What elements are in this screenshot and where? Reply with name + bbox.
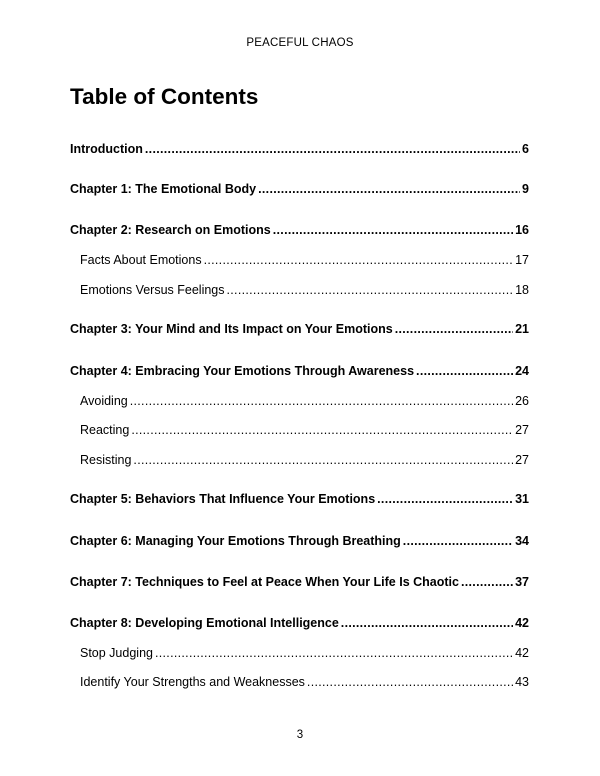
toc-entry-chapter-6[interactable] [70, 533, 529, 549]
dot-leader [461, 574, 513, 590]
toc-page-number: 16 [515, 223, 529, 237]
dot-leader [377, 491, 513, 507]
toc-entry-resisting[interactable] [80, 452, 529, 468]
page-number-footer: 3 [296, 729, 304, 741]
dot-leader [416, 363, 513, 379]
toc-page-number: 18 [515, 283, 529, 297]
toc-entry-label: Chapter 7: Techniques to Feel at Peace When Your Life Is Chaotic [70, 575, 459, 589]
toc-entry-label: Avoiding [80, 394, 128, 408]
toc-entry-label: Chapter 8: Developing Emotional Intelligence [70, 616, 339, 630]
toc-entry-label: Resisting [80, 453, 132, 467]
dot-leader [395, 321, 513, 337]
toc-entry-label: Chapter 3: Your Mind and Its Impact on Your Emotions [70, 322, 393, 336]
toc-entry-label: Facts About Emotions [80, 253, 202, 267]
toc-page-number: 34 [515, 534, 529, 548]
dot-leader [133, 452, 513, 468]
dot-leader [273, 222, 513, 238]
toc-page-number: 43 [515, 675, 529, 689]
toc-entry-chapter-4[interactable] [70, 363, 529, 379]
toc-entry-chapter-3[interactable] [70, 321, 529, 337]
toc-entry-label: Emotions Versus Feelings [80, 283, 225, 297]
running-header: PEACEFUL CHAOS [246, 37, 354, 49]
toc-entry-reacting[interactable] [80, 422, 529, 438]
toc-page-number: 26 [515, 394, 529, 408]
dot-leader [258, 181, 520, 197]
toc-entry-label: Stop Judging [80, 646, 153, 660]
dot-leader [155, 645, 513, 661]
toc-entry-chapter-5[interactable] [70, 491, 529, 507]
toc-entry-label: Chapter 1: The Emotional Body [70, 182, 257, 196]
dot-leader [227, 282, 514, 298]
dot-leader [307, 674, 513, 690]
dot-leader [130, 393, 513, 409]
toc-page-number: 27 [515, 423, 529, 437]
dot-leader [204, 252, 514, 268]
toc-page-number: 21 [515, 322, 529, 336]
toc-entry-stop-judging[interactable] [80, 645, 529, 661]
toc-entry-label: Chapter 6: Managing Your Emotions Through Breathing [70, 534, 401, 548]
toc-page-number: 24 [515, 364, 529, 378]
toc-page-number: 6 [522, 142, 529, 156]
toc-entry-emotions-versus-feelings[interactable] [80, 282, 529, 298]
toc-entry-label: Chapter 4: Embracing Your Emotions Through Awareness [70, 364, 415, 378]
toc-entry-label: Identify Your Strengths and Weaknesses [80, 675, 305, 689]
toc-entry-label: Introduction [70, 142, 143, 156]
toc-page-number: 42 [515, 646, 529, 660]
toc-entry-avoiding[interactable] [80, 393, 529, 409]
toc-page-number: 17 [515, 253, 529, 267]
toc-entry-introduction[interactable] [70, 141, 529, 157]
toc-entry-label: Chapter 2: Research on Emotions [70, 223, 271, 237]
toc-entry-facts-about-emotions[interactable] [80, 252, 529, 268]
toc-entry-chapter-7[interactable] [70, 574, 529, 590]
toc-entry-chapter-8[interactable] [70, 615, 529, 631]
dot-leader [145, 141, 520, 157]
toc-entry-chapter-2[interactable] [70, 222, 529, 238]
toc-entry-identify-strengths-weaknesses[interactable] [80, 674, 529, 690]
page-title: Table of Contents [70, 84, 259, 109]
toc-page-number: 31 [515, 492, 529, 506]
toc-entry-label: Chapter 5: Behaviors That Influence Your Emotions [70, 492, 376, 506]
dot-leader [131, 422, 513, 438]
toc-entry-chapter-1[interactable] [70, 181, 529, 197]
toc-page-number: 27 [515, 453, 529, 467]
toc-page-number: 37 [515, 575, 529, 589]
dot-leader [341, 615, 513, 631]
toc-entry-label: Reacting [80, 423, 130, 437]
toc-page-number: 42 [515, 616, 529, 630]
dot-leader [403, 533, 513, 549]
toc-page-number: 9 [522, 182, 529, 196]
